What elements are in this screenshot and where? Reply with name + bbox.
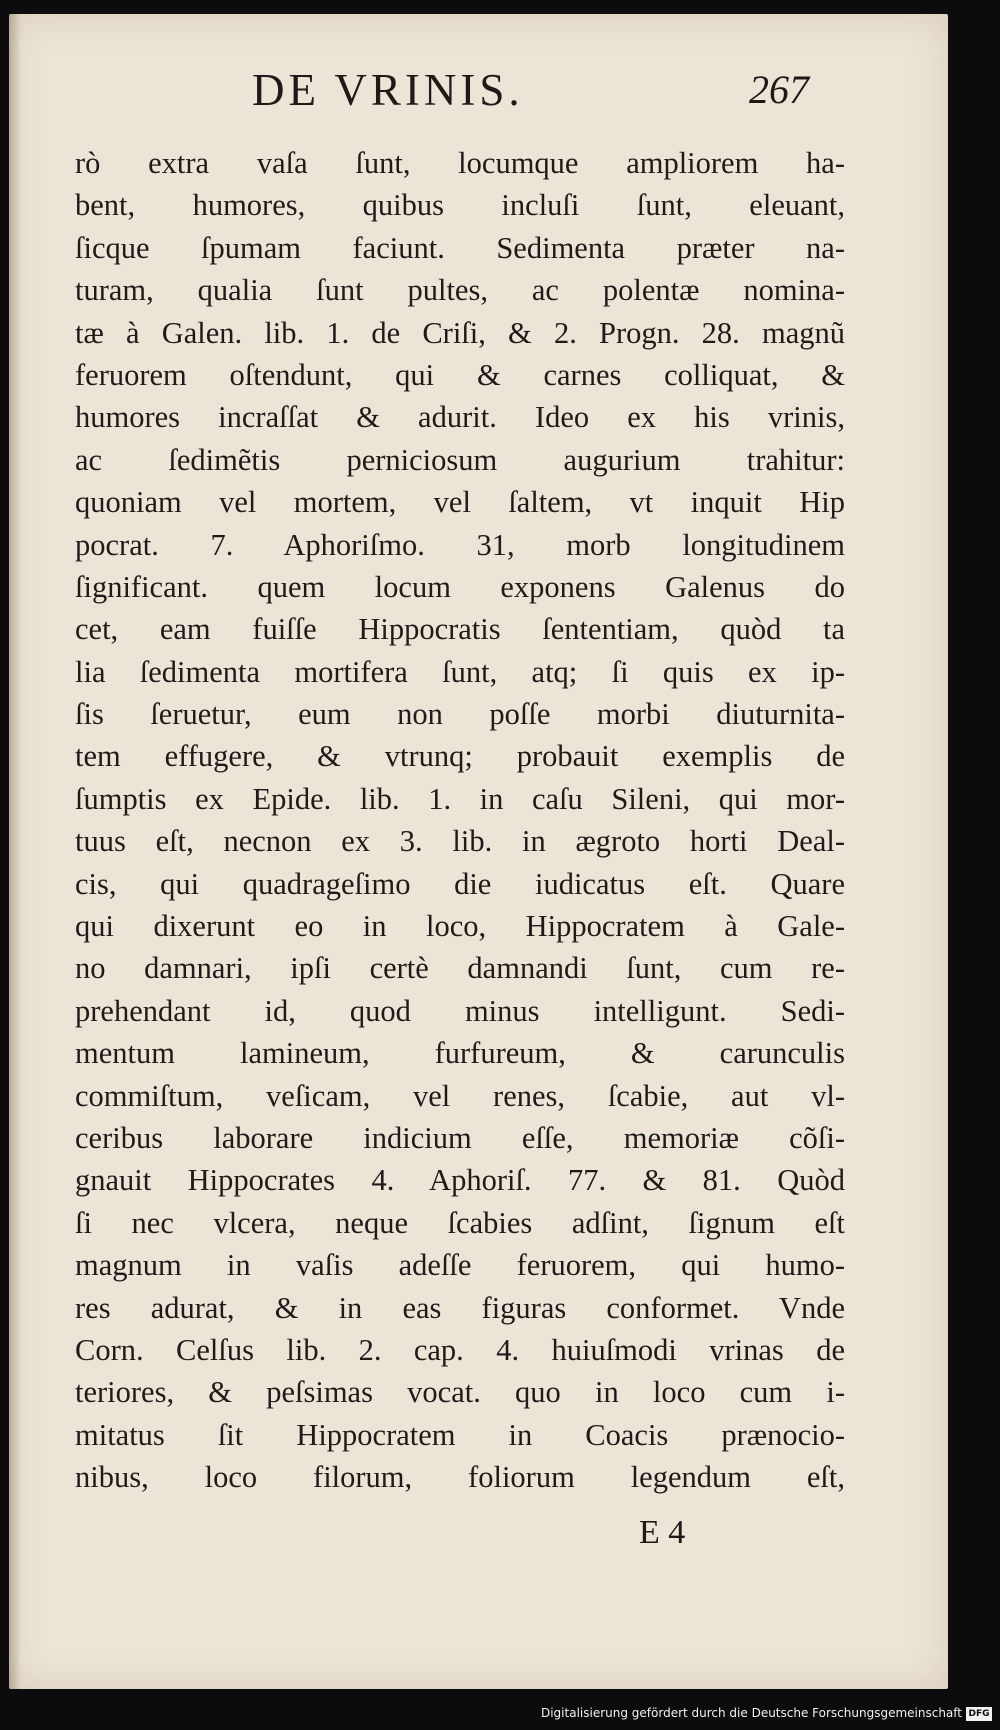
text-line: commiſtum, veſicam, vel renes, ſcabie, aut vl- — [75, 1078, 845, 1113]
text-line: feruorem oſtendunt, qui & carnes colliquat, & — [75, 357, 845, 392]
text-line: rò extra vaſa ſunt, locumque ampliorem ha- — [75, 146, 845, 180]
text-line: bent, humores, quibus incluſi ſunt, eleuant, — [75, 188, 845, 223]
text-line: ſis ſeruetur, eum non poſſe morbi diuturnita- — [75, 697, 845, 732]
text-line: pocrat. 7. Aphoriſmo. 31, morb longitudinem — [75, 527, 845, 562]
text-line: gnauit Hippocrates 4. Aphoriſ. 77. & 81. Quòd — [75, 1163, 845, 1198]
page-number: 267 — [749, 67, 809, 112]
funding-credit: Digitalisierung gefördert durch die Deutsche Forschungsgemeinschaft — [540, 1706, 962, 1720]
text-line: mentum lamineum, furfureum, & carunculis — [75, 1036, 845, 1071]
text-line: teriores, & peſsimas vocat. quo in loco cum i- — [75, 1375, 845, 1410]
text-line: ceribus laborare indicium eſſe, memoriæ cõſi- — [75, 1120, 845, 1155]
text-line: mitatus ſit Hippocratem in Coacis prænocio- — [75, 1417, 845, 1452]
text-line: tæ à Galen. lib. 1. de Criſi, & 2. Progn. 28. magnũ — [75, 315, 845, 350]
text-line: humores incraſſat & adurit. Ideo ex his vrinis, — [75, 400, 845, 435]
text-line: ſicque ſpumam faciunt. Sedimenta præter na- — [75, 230, 845, 265]
dfg-logo: DFG — [966, 1707, 992, 1721]
text-line: ac ſedimẽtis perniciosum augurium trahitur: — [75, 442, 845, 477]
text-line: no damnari, ipſi certè damnandi ſunt, cum re- — [75, 951, 845, 986]
text-line: magnum in vaſis adeſſe feruorem, qui humo- — [75, 1248, 845, 1283]
text-line: qui dixerunt eo in loco, Hippocratem à Gale- — [75, 909, 845, 944]
text-line: ſumptis ex Epide. lib. 1. in caſu Sileni, qui mor- — [75, 781, 845, 816]
text-line: quoniam vel mortem, vel ſaltem, vt inquit Hip — [75, 485, 845, 520]
text-line: lia ſedimenta mortifera ſunt, atq; ſi quis ex ip- — [75, 654, 845, 689]
text-line: nibus, loco filorum, foliorum legendum eſt, — [75, 1460, 845, 1495]
signature-mark: E 4 — [639, 1514, 686, 1551]
text-line: Corn. Celſus lib. 2. cap. 4. huiuſmodi vrinas de — [75, 1332, 845, 1367]
text-line: tuus eſt, necnon ex 3. lib. in ægroto horti Deal- — [75, 824, 845, 859]
text-line: ſignificant. quem locum exponens Galenus do — [75, 569, 845, 604]
text-line: cet, eam fuiſſe Hippocratis ſententiam, quòd ta — [75, 612, 845, 647]
text-line: turam, qualia ſunt pultes, ac polentæ nomina- — [75, 273, 845, 308]
text-line: prehendant id, quod minus intelligunt. Sedi- — [75, 993, 845, 1028]
book-page — [9, 14, 948, 1689]
text-line: ſi nec vlcera, neque ſcabies adſint, ſignum eſt — [75, 1205, 845, 1240]
running-head — [9, 64, 948, 124]
page-gutter-shadow — [9, 14, 21, 1689]
running-head-title: DE VRINIS. — [252, 65, 524, 115]
body-text — [75, 142, 845, 1499]
digitization-footer — [0, 1704, 1000, 1730]
text-line: res adurat, & in eas figuras conformet. Vnde — [75, 1290, 845, 1325]
text-line: cis, qui quadrageſimo die iudicatus eſt. Quare — [75, 866, 845, 901]
text-line: tem effugere, & vtrunq; probauit exemplis de — [75, 739, 845, 774]
